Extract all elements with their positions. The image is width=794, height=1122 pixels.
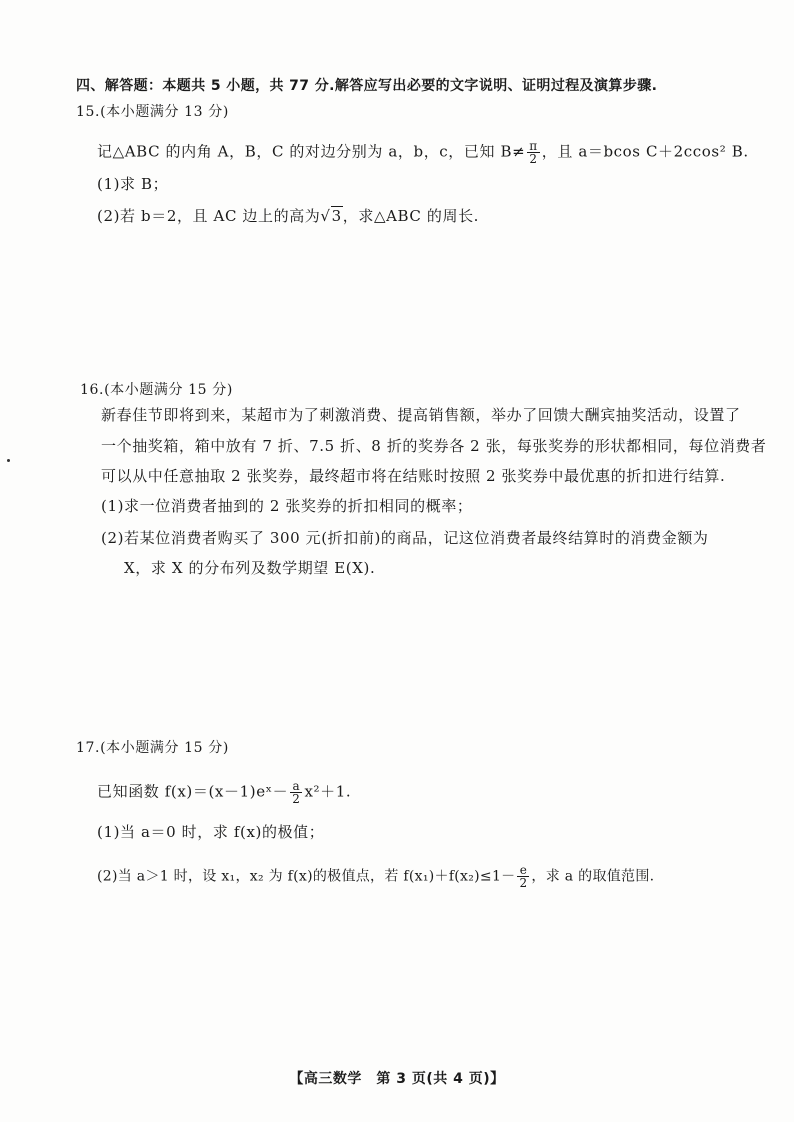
q16-stem-line2: 一个抽奖箱，箱中放有 7 折、7.5 折、8 折的奖券各 2 张，每张奖券的形状都相同，每位消费者 bbox=[101, 437, 767, 455]
q17-part2-frac-numerator: e bbox=[517, 864, 529, 877]
q17-e-over-2-fraction bbox=[517, 864, 529, 889]
page-footer: 【高三数学 第 3 页(共 4 页)】 bbox=[289, 1071, 505, 1087]
q16-stem-line3: 可以从中任意抽取 2 张奖券，最终超市将在结账时按照 2 张奖券中最优惠的折扣进行结算. bbox=[101, 467, 726, 485]
q16-part2-line2: X，求 X 的分布列及数学期望 E(X). bbox=[124, 559, 376, 577]
scan-speck bbox=[7, 459, 10, 462]
q15-header: 15.(本小题满分 13 分) bbox=[76, 104, 229, 120]
q17-header: 17.(本小题满分 15 分) bbox=[76, 740, 229, 756]
q15-part2-text-b: ，求△ABC 的周长. bbox=[342, 207, 480, 225]
q15-frac-numerator: π bbox=[529, 139, 538, 153]
q17-part2-text-b: ，求 a 的取值范围. bbox=[531, 868, 655, 885]
q17-part2-frac-denominator: 2 bbox=[519, 876, 528, 890]
q17-part2-text-a: (2)当 a＞1 时，设 x₁，x₂ 为 f(x)的极值点，若 f(x₁)＋f(x₂)≤1－ bbox=[97, 868, 516, 885]
q16-part1: (1)求一位消费者抽到的 2 张奖券的折扣相同的概率； bbox=[101, 497, 473, 515]
q15-stem-part-a: 记△ABC 的内角 A，B，C 的对边分别为 a，b，c，已知 B≠ bbox=[97, 142, 526, 161]
q17-stem-part-a: 已知函数 f(x)＝(x－1)eˣ－ bbox=[97, 782, 289, 801]
q15-stem bbox=[97, 140, 749, 165]
q17-frac-numerator: a bbox=[290, 780, 302, 793]
q16-stem-line1: 新春佳节即将到来，某超市为了刺激消费、提高销售额，举办了回馈大酬宾抽奖活动，设置了 bbox=[101, 406, 741, 424]
q16-part2-line1: (2)若某位消费者购买了 300 元(折扣前)的商品，记这位消费者最终结算时的消费金额为 bbox=[101, 529, 709, 547]
q17-stem bbox=[97, 780, 351, 805]
q17-part2 bbox=[97, 864, 654, 889]
q16-header: 16.(本小题满分 15 分) bbox=[80, 382, 233, 398]
q17-frac-denominator: 2 bbox=[292, 792, 301, 806]
q17-stem-part-b: x²＋1. bbox=[304, 782, 352, 801]
q17-a-over-2-fraction bbox=[290, 780, 302, 805]
sqrt-symbol: √ bbox=[320, 207, 331, 225]
q15-sqrt-radicand: 3 bbox=[331, 207, 342, 225]
q15-part2-text-a: (2)若 b＝2，且 AC 边上的高为 bbox=[97, 207, 321, 225]
q15-stem-part-b: ，且 a＝bcos C＋2ccos² B. bbox=[541, 142, 749, 161]
section-heading: 四、解答题：本题共 5 小题，共 77 分.解答应写出必要的文字说明、证明过程及演算步骤. bbox=[76, 78, 658, 94]
q15-part2 bbox=[97, 206, 479, 226]
q15-part1: (1)求 B； bbox=[97, 175, 169, 193]
q15-pi-over-2-fraction bbox=[527, 140, 540, 165]
q15-frac-denominator: 2 bbox=[529, 152, 538, 166]
q17-part1: (1)当 a＝0 时，求 f(x)的极值； bbox=[97, 823, 325, 841]
